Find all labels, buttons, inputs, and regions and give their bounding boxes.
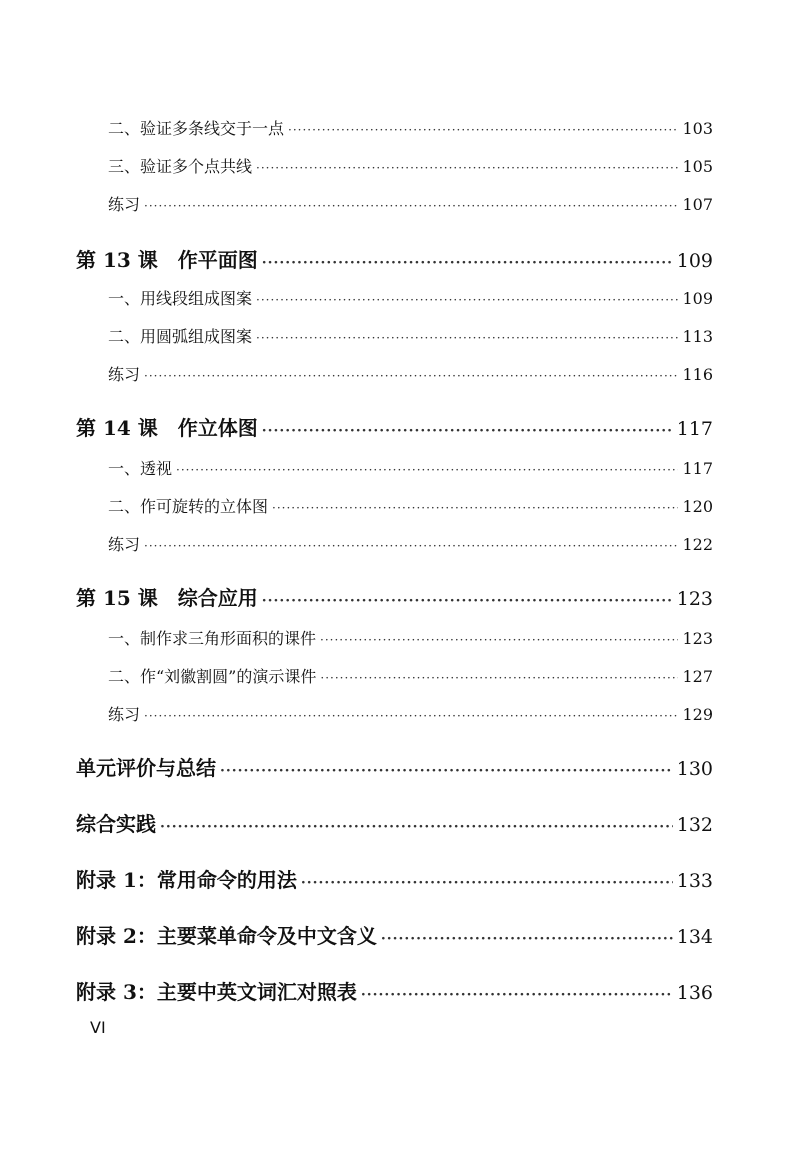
- toc-entry-page: 116: [682, 365, 713, 384]
- toc-entry-page: 103: [682, 119, 713, 138]
- dot-leader: [381, 931, 673, 947]
- toc-entry[interactable]: [108, 664, 713, 687]
- toc-entry[interactable]: [108, 324, 713, 347]
- toc-entry[interactable]: [108, 626, 713, 649]
- toc-entry-page: 127: [682, 667, 713, 686]
- toc-chapter[interactable]: [76, 582, 713, 611]
- dot-leader: [256, 293, 678, 307]
- toc-entry[interactable]: [108, 116, 713, 139]
- chapter-number: 第 13 课: [76, 248, 158, 272]
- toc-entry-page: 133: [676, 870, 713, 892]
- dot-leader: [262, 255, 673, 271]
- toc-entry-page: 109: [676, 250, 713, 272]
- dot-leader: [288, 123, 678, 137]
- chapter-title: 作立体图: [177, 416, 258, 440]
- toc-chapter[interactable]: [76, 752, 713, 781]
- toc-entry-page: 117: [682, 459, 713, 478]
- toc-entry[interactable]: [108, 456, 713, 479]
- dot-leader: [160, 819, 673, 835]
- dot-leader: [144, 709, 678, 723]
- toc-entry-page: 136: [676, 982, 713, 1004]
- toc-entry-label: 附录 3：主要中英文词汇对照表: [76, 980, 357, 1004]
- toc-entry[interactable]: [108, 362, 713, 385]
- toc-entry-label: 附录 2：主要菜单命令及中文含义: [76, 924, 377, 948]
- page-number: VI: [90, 1018, 106, 1037]
- toc-entry-page: 123: [682, 629, 713, 648]
- dot-leader: [262, 593, 673, 609]
- toc-entry-page: 109: [682, 289, 713, 308]
- toc-entry-page: 134: [676, 926, 713, 948]
- chapter-title: 综合应用: [177, 586, 258, 610]
- dot-leader: [220, 763, 673, 779]
- dot-leader: [262, 423, 673, 439]
- toc-entry-label: 三、验证多个点共线: [108, 157, 253, 176]
- dot-leader: [144, 199, 678, 213]
- toc-entry-label: 综合实践: [76, 812, 156, 836]
- toc-entry[interactable]: [108, 532, 713, 555]
- toc-entry-label: 二、用圆弧组成图案: [108, 327, 253, 346]
- toc-entry-page: 123: [676, 588, 713, 610]
- dot-leader: [144, 369, 678, 383]
- toc-entry-page: 129: [682, 705, 713, 724]
- toc-entry-label: 一、用线段组成图案: [108, 289, 253, 308]
- toc-entry[interactable]: [108, 192, 713, 215]
- toc-chapter[interactable]: [76, 244, 713, 273]
- toc-entry-label: 练习: [108, 195, 141, 214]
- dot-leader: [320, 671, 678, 685]
- toc-entry-label: 一、制作求三角形面积的课件: [108, 629, 317, 648]
- dot-leader: [301, 875, 673, 891]
- toc-entry[interactable]: [108, 286, 713, 309]
- toc-chapter[interactable]: [76, 412, 713, 441]
- toc-entry-page: 105: [682, 157, 713, 176]
- toc-chapter[interactable]: [76, 864, 713, 893]
- chapter-number: 第 14 课: [76, 416, 158, 440]
- dot-leader: [144, 539, 678, 553]
- toc-entry-page: 122: [682, 535, 713, 554]
- toc-entry[interactable]: [108, 702, 713, 725]
- dot-leader: [176, 463, 678, 477]
- toc-entry-page: 113: [682, 327, 713, 346]
- dot-leader: [320, 633, 678, 647]
- toc-chapter[interactable]: [76, 808, 713, 837]
- toc-entry-label: 二、验证多条线交于一点: [108, 119, 285, 138]
- toc-chapter[interactable]: [76, 920, 713, 949]
- toc-entry-page: 117: [676, 418, 713, 440]
- toc-entry[interactable]: [108, 154, 713, 177]
- toc-entry-label: 练习: [108, 705, 141, 724]
- chapter-number: 第 15 课: [76, 586, 158, 610]
- dot-leader: [272, 501, 678, 515]
- toc-entry-label: 练习: [108, 365, 141, 384]
- toc-entry-page: 120: [682, 497, 713, 516]
- dot-leader: [361, 987, 673, 1003]
- toc-entry-label: 二、作“刘徽割圆”的演示课件: [108, 667, 317, 686]
- dot-leader: [256, 331, 678, 345]
- toc-entry-label: 附录 1：常用命令的用法: [76, 868, 297, 892]
- toc-entry[interactable]: [108, 494, 713, 517]
- chapter-title: 作平面图: [177, 248, 258, 272]
- toc-entry-page: 132: [676, 814, 713, 836]
- toc-entry-page: 107: [682, 195, 713, 214]
- toc-entry-label: 单元评价与总结: [76, 756, 216, 780]
- dot-leader: [256, 161, 678, 175]
- toc-entry-label: 二、作可旋转的立体图: [108, 497, 269, 516]
- toc-entry-label: 练习: [108, 535, 141, 554]
- toc-chapter[interactable]: [76, 976, 713, 1005]
- toc-entry-label: 一、透视: [108, 459, 173, 478]
- toc-entry-page: 130: [676, 758, 713, 780]
